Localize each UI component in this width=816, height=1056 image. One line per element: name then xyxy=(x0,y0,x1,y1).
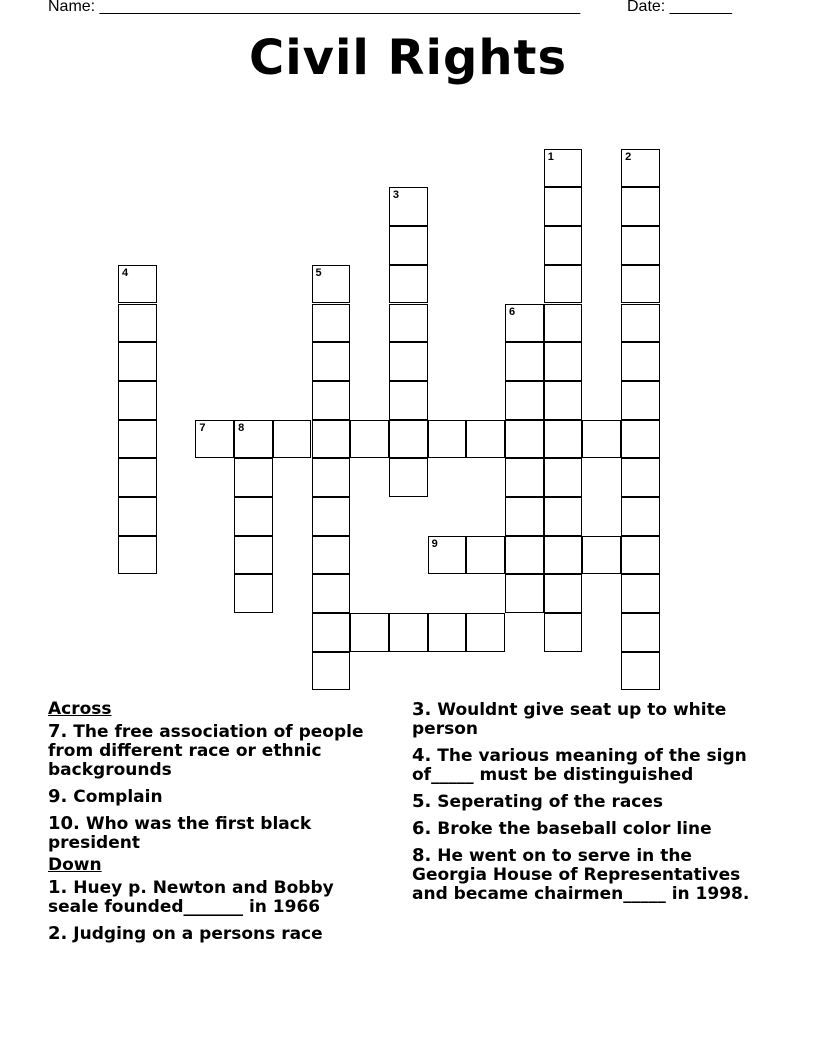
clue-number: 7. xyxy=(48,721,68,742)
clue-text: Judging on a persons race xyxy=(73,924,323,944)
grid-cell[interactable] xyxy=(621,381,660,420)
grid-cell[interactable] xyxy=(621,613,660,652)
clue-number: 2. xyxy=(48,923,68,944)
grid-cell[interactable] xyxy=(505,381,544,420)
grid-cell[interactable] xyxy=(312,458,351,497)
clue-number: 9. xyxy=(48,786,68,807)
grid-cell[interactable] xyxy=(118,420,157,459)
clue-down-1 xyxy=(48,878,378,917)
grid-cell[interactable] xyxy=(621,458,660,497)
grid-cell[interactable] xyxy=(389,342,428,381)
cell-number: 9 xyxy=(431,537,438,550)
grid-cell[interactable] xyxy=(621,187,660,226)
grid-cell[interactable] xyxy=(312,536,351,575)
clue-number: 6. xyxy=(412,818,432,839)
grid-cell[interactable] xyxy=(118,381,157,420)
clues-left-column xyxy=(48,700,378,951)
grid-cell[interactable] xyxy=(621,342,660,381)
clue-text: Huey p. Newton and Bobby seale founded_______ in 1966 xyxy=(48,878,334,917)
grid-cell[interactable] xyxy=(505,497,544,536)
clue-number: 4. xyxy=(412,745,432,766)
grid-cell[interactable] xyxy=(273,420,312,459)
grid-cell[interactable] xyxy=(621,420,660,459)
grid-cell[interactable] xyxy=(389,187,428,226)
clue-number: 8. xyxy=(412,845,432,866)
grid-cell[interactable] xyxy=(621,652,660,691)
clue-across-9 xyxy=(48,787,378,807)
grid-cell[interactable] xyxy=(312,652,351,691)
cell-number: 1 xyxy=(547,150,554,163)
cell-number: 7 xyxy=(199,421,206,434)
grid-cell[interactable] xyxy=(118,536,157,575)
clue-down-8 xyxy=(412,846,772,904)
clue-text: Who was the first black president xyxy=(48,814,312,853)
cell-number: 4 xyxy=(122,266,129,279)
grid-cell[interactable] xyxy=(621,497,660,536)
grid-cell[interactable] xyxy=(582,536,621,575)
cell-number: 3 xyxy=(392,189,400,202)
cell-number: 2 xyxy=(625,150,632,163)
grid-cell[interactable] xyxy=(466,613,505,652)
clue-down-3 xyxy=(412,700,772,739)
grid-cell[interactable] xyxy=(505,304,544,343)
grid-cell[interactable] xyxy=(312,613,351,652)
grid-cell[interactable] xyxy=(582,420,621,459)
grid-cell[interactable] xyxy=(466,420,505,459)
grid-cell[interactable] xyxy=(428,420,467,459)
grid-cell[interactable] xyxy=(389,381,428,420)
grid-cell[interactable] xyxy=(195,420,234,459)
grid-cell[interactable] xyxy=(544,187,583,226)
grid-cell[interactable] xyxy=(312,381,351,420)
grid-cell[interactable] xyxy=(505,536,544,575)
page-title: Civil Rights xyxy=(248,30,568,86)
grid-cell[interactable] xyxy=(621,304,660,343)
clue-down-6 xyxy=(412,819,772,839)
name-field: Name: ______________________________________________________ xyxy=(48,0,581,15)
grid-cell[interactable] xyxy=(505,342,544,381)
grid-cell[interactable] xyxy=(544,304,583,343)
grid-cell[interactable] xyxy=(544,265,583,304)
grid-cell[interactable] xyxy=(234,574,273,613)
grid-cell[interactable] xyxy=(621,265,660,304)
date-field: Date: _______ xyxy=(627,0,732,15)
grid-cell[interactable] xyxy=(234,420,273,459)
grid-cell[interactable] xyxy=(544,613,583,652)
grid-cell[interactable] xyxy=(389,226,428,265)
clue-text: The various meaning of the sign of_____ must be distinguished xyxy=(412,746,747,785)
grid-cell[interactable] xyxy=(544,381,583,420)
grid-cell[interactable] xyxy=(118,342,157,381)
clue-number: 5. xyxy=(412,791,432,812)
grid-cell[interactable] xyxy=(312,304,351,343)
clue-number: 10. xyxy=(48,813,80,834)
clue-number: 1. xyxy=(48,877,68,898)
grid-cell[interactable] xyxy=(466,536,505,575)
grid-cell[interactable] xyxy=(312,420,351,459)
clue-text: Seperating of the races xyxy=(437,792,664,812)
clue-across-10 xyxy=(48,814,378,853)
grid-cell[interactable] xyxy=(428,536,467,575)
grid-cell[interactable] xyxy=(428,613,467,652)
grid-cell[interactable] xyxy=(312,574,351,613)
cell-number: 5 xyxy=(315,266,322,279)
grid-cell[interactable] xyxy=(234,497,273,536)
grid-cell[interactable] xyxy=(350,420,389,459)
clue-down-2 xyxy=(48,924,378,944)
grid-cell[interactable] xyxy=(118,458,157,497)
grid-cell[interactable] xyxy=(234,458,273,497)
grid-cell[interactable] xyxy=(505,574,544,613)
clue-text: Broke the baseball color line xyxy=(437,819,712,839)
clue-across-7 xyxy=(48,722,378,780)
grid-cell[interactable] xyxy=(312,497,351,536)
clue-down-5 xyxy=(412,792,772,812)
grid-cell[interactable] xyxy=(544,458,583,497)
grid-cell[interactable] xyxy=(389,613,428,652)
clue-number: 3. xyxy=(412,699,432,720)
clue-text: Complain xyxy=(73,787,163,807)
grid-cell[interactable] xyxy=(389,458,428,497)
grid-cell[interactable] xyxy=(118,265,157,304)
grid-cell[interactable] xyxy=(234,536,273,575)
grid-cell[interactable] xyxy=(350,613,389,652)
grid-cell[interactable] xyxy=(621,149,660,188)
grid-cell[interactable] xyxy=(544,420,583,459)
clue-text: The free association of people from different race or ethnic backgrounds xyxy=(48,722,364,780)
cell-number: 6 xyxy=(509,305,516,318)
grid-cell[interactable] xyxy=(544,574,583,613)
across-heading: Across xyxy=(48,699,112,719)
grid-cell[interactable] xyxy=(621,574,660,613)
grid-cell[interactable] xyxy=(118,497,157,536)
clue-down-4 xyxy=(412,746,772,785)
grid-cell[interactable] xyxy=(544,149,583,188)
grid-cell[interactable] xyxy=(621,226,660,265)
grid-cell[interactable] xyxy=(505,458,544,497)
grid-cell[interactable] xyxy=(389,265,428,304)
grid-cell[interactable] xyxy=(544,536,583,575)
grid-cell[interactable] xyxy=(544,342,583,381)
clue-text: Wouldnt give seat up to white person xyxy=(412,700,727,739)
grid-cell[interactable] xyxy=(118,304,157,343)
cell-number: 8 xyxy=(238,421,245,434)
grid-cell[interactable] xyxy=(621,536,660,575)
grid-cell[interactable] xyxy=(389,304,428,343)
down-heading: Down xyxy=(48,855,102,875)
grid-cell[interactable] xyxy=(389,420,428,459)
grid-cell[interactable] xyxy=(544,497,583,536)
clues-right-column xyxy=(412,700,772,911)
grid-cell[interactable] xyxy=(505,420,544,459)
grid-cell[interactable] xyxy=(312,265,351,304)
grid-cell[interactable] xyxy=(312,342,351,381)
clue-text: He went on to serve in the Georgia House of Representatives and became chairmen_____ in 1998. xyxy=(412,846,750,904)
grid-cell[interactable] xyxy=(544,226,583,265)
